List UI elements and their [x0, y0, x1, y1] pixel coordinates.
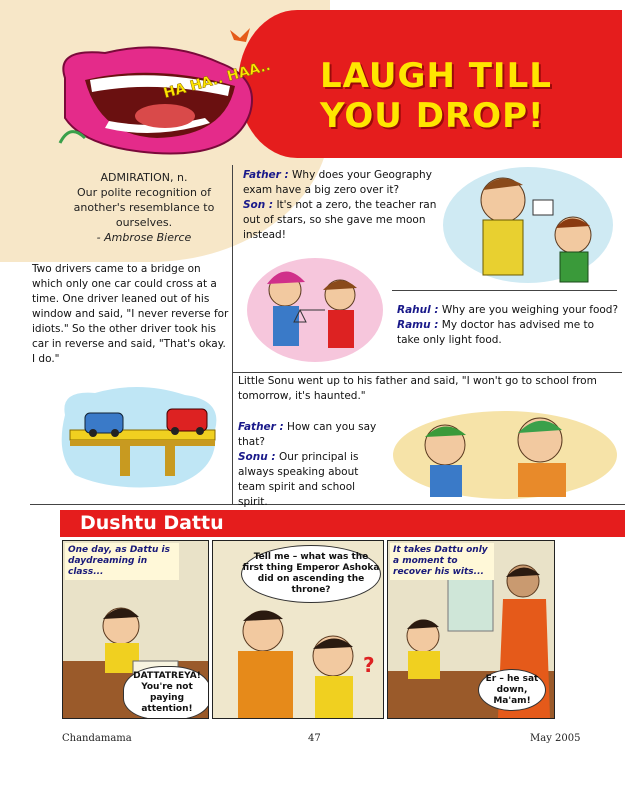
weighing-food-illustration [245, 250, 385, 365]
page-title [320, 56, 620, 136]
comic-panel-2 [212, 540, 384, 719]
geography-line-2: It's not a zero, the teacher ran out of stars, so she gave me moon instead! [243, 199, 437, 241]
panel-1-caption: One day, as Dattu is daydreaming in class... [65, 543, 179, 580]
speaker-father-2: Father : [238, 421, 284, 433]
footer-page-number: 47 [308, 733, 321, 744]
bridge-cars-illustration [55, 385, 225, 495]
section-divider-weighing [392, 290, 617, 291]
weighing-line-1: Why are you weighing your food? [441, 304, 619, 316]
joke-weighing [397, 303, 619, 348]
speaker-son: Son : [243, 199, 274, 211]
speaker-sonu: Sonu : [238, 451, 276, 463]
title-line-1: LAUGH TILL [320, 56, 552, 96]
column-divider [232, 165, 233, 505]
panel-2-speech-bubble: Tell me – what was the first thing Emperor Ashoka did on ascending the throne? [241, 545, 381, 603]
joke-geography [243, 168, 438, 243]
father-son-illustration [438, 160, 618, 285]
speaker-father: Father : [243, 169, 289, 181]
joke-drivers: Two drivers came to a bridge on which only one car could cross at a time. One driver leaned out of his window and said, "I never reverse for idiots." So the other driver took his car in reverse and said, "That's okay. I do." [32, 263, 229, 365]
title-line-2: YOU DROP! [320, 96, 545, 136]
footer-date: May 2005 [530, 733, 581, 744]
comic-title: Dushtu Dattu [80, 512, 224, 534]
sonu-line-1: How can you say that? [238, 421, 377, 448]
comic-panel-3 [387, 540, 555, 719]
laughing-mouth-logo [45, 18, 275, 163]
quote-heading: ADMIRATION, n. [100, 171, 188, 184]
panel-3-speech-bubble: Er – he sat down, Ma'am! [478, 669, 546, 711]
joke-sonu-intro: Little Sonu went up to his father and said, "I won't go to school from tomorrow, it's haunted." [238, 375, 597, 402]
speaker-rahul: Rahul : [397, 304, 439, 316]
geography-line-1: Why does your Geography exam have a big zero over it? [243, 169, 432, 196]
speaker-ramu: Ramu : [397, 319, 439, 331]
sonu-father-illustration [390, 405, 620, 500]
comic-panel-1 [62, 540, 209, 719]
footer-magazine-name: Chandamama [62, 733, 132, 744]
weighing-line-2: My doctor has advised me to take only light food. [397, 319, 595, 346]
quote-author: - Ambrose Bierce [96, 231, 192, 244]
quote-body: Our polite recognition of another's resemblance to ourselves. [73, 186, 215, 229]
panel-3-caption: It takes Dattu only a moment to recover his wits... [390, 543, 494, 580]
section-divider-sonu [232, 372, 622, 373]
question-mark: ? [363, 653, 375, 677]
logo-laugh-text: HA HA.. HAA.. [161, 57, 273, 102]
joke-sonu-dialogue [238, 420, 388, 510]
panel-1-speech-bubble: DATTATREYA! You're not paying attention! [123, 666, 209, 719]
admiration-quote [58, 170, 230, 245]
sonu-line-2: Our principal is always speaking about team spirit and school spirit. [238, 451, 359, 508]
